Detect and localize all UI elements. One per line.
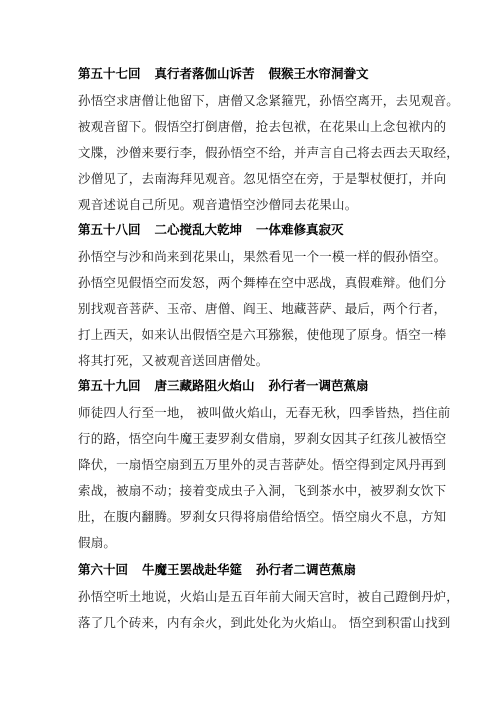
paragraph-line: 打上西天，如来认出假悟空是六耳猕猴，使他现了原身。悟空一棒 <box>78 327 447 342</box>
chapter-heading <box>78 66 488 82</box>
paragraph-line: 假扇。 <box>78 535 117 550</box>
chapter-59 <box>78 378 488 551</box>
chapter-number: 第六十回 <box>78 562 129 577</box>
chapter-number: 第五十九回 <box>78 378 141 393</box>
paragraph-line: 落了几个砖来，内有余火，到此处化为火焰山。 悟空到积雷山找到 <box>78 615 451 630</box>
chapter-title-part-a: 二心搅乱大乾坤 <box>154 222 243 237</box>
paragraph-line: 孙悟空听土地说，火焰山是五百年前大闹天宫时，被自己蹬倒丹炉， <box>78 589 460 604</box>
chapter-heading <box>78 562 488 578</box>
paragraph-line: 别找观音菩萨、玉帝、唐僧、阎王、地藏菩萨、最后，两个行者， <box>78 301 447 316</box>
chapter-heading <box>78 222 488 238</box>
paragraph-line: 将其打死，又被观音送回唐僧处。 <box>78 353 269 368</box>
chapter-number: 第五十八回 <box>78 222 141 237</box>
chapter-number: 第五十七回 <box>78 66 141 81</box>
paragraph-line: 孙悟空求唐僧让他留下，唐僧又念紧箍咒，孙悟空离开，去见观音。 <box>78 93 460 108</box>
chapter-title-part-b: 孙行者一调芭蕉扇 <box>268 378 369 393</box>
paragraph-line: 观音述说自己所见。观音遣悟空沙僧同去花果山。 <box>78 197 358 212</box>
chapter-60 <box>78 562 488 631</box>
paragraph-line: 孙悟空与沙和尚来到花果山，果然看见一个一模一样的假孙悟空。 <box>78 249 447 264</box>
paragraph-line: 降伏，一扇悟空扇到五万里外的灵吉菩萨处。悟空得到定风丹再到 <box>78 457 447 472</box>
chapter-title-part-a: 唐三藏路阻火焰山 <box>154 378 255 393</box>
paragraph-line: 被观音留下。假悟空打倒唐僧，抢去包袱，在花果山上念包袱内的 <box>78 119 447 134</box>
paragraph-line: 肚，在腹内翻腾。罗刹女只得将扇借给悟空。悟空扇火不息，方知 <box>78 509 447 524</box>
paragraph-line: 师徒四人行至一地， 被叫做火焰山，无春无秋，四季皆热，挡住前 <box>78 405 451 420</box>
paragraph-line: 文牒，沙僧来要行李，假孙悟空不给，并声言自己将去西去天取经， <box>78 145 460 160</box>
chapter-heading <box>78 378 488 394</box>
chapter-title-part-b: 一体难修真寂灭 <box>256 222 344 237</box>
paragraph-line: 沙僧见了，去南海拜见观音。忽见悟空在旁，于是掣杖便打，并向 <box>78 171 447 186</box>
chapter-title-part-a: 牛魔王罢战赴华筵 <box>142 562 243 577</box>
paragraph-line: 行的路，悟空向牛魔王妻罗刹女借扇，罗刹女因其子红孩儿被悟空 <box>78 431 447 446</box>
chapter-title-part-b: 假猴王水帘洞誊文 <box>268 66 369 81</box>
chapter-57 <box>78 66 488 213</box>
chapter-title-part-b: 孙行者二调芭蕉扇 <box>256 562 357 577</box>
paragraph-line: 孙悟空见假悟空而发怒，两个舞棒在空中恶战，真假难辩。他们分 <box>78 275 447 290</box>
chapter-58 <box>78 222 488 369</box>
paragraph-line: 索战，被扇不动；接着变成虫子入洞，飞到茶水中，被罗刹女饮下 <box>78 483 447 498</box>
chapter-title-part-a: 真行者落伽山诉苦 <box>154 66 255 81</box>
